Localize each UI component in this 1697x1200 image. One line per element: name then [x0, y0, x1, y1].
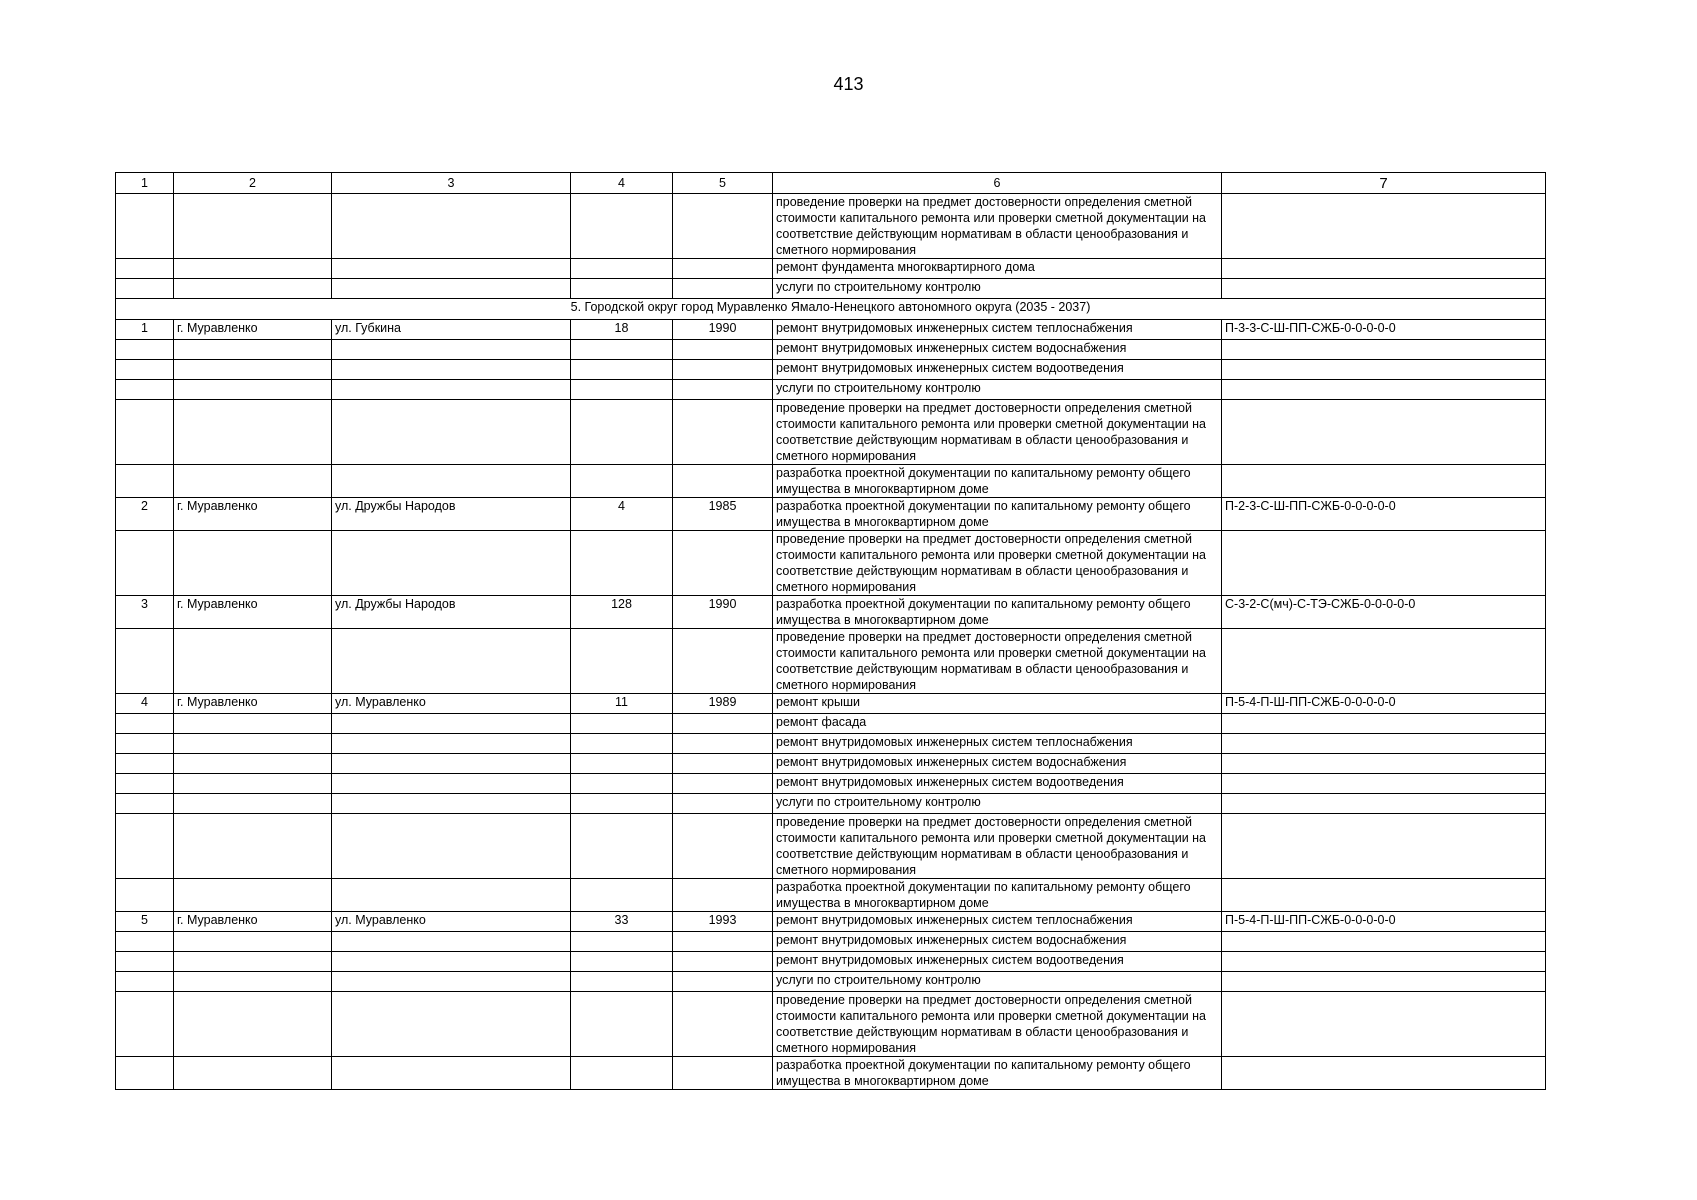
- street-cell: [332, 952, 571, 972]
- year-cell: [673, 531, 773, 596]
- city-cell: [174, 400, 332, 465]
- table-row: [116, 694, 1546, 714]
- city-cell: [174, 194, 332, 259]
- house-number-cell: [571, 360, 673, 380]
- work-type-cell: ремонт фундамента многоквартирного дома: [773, 259, 1222, 279]
- work-type-cell: разработка проектной документации по капитальному ремонту общего имущества в многоквартирном доме: [773, 465, 1222, 498]
- year-cell: [673, 380, 773, 400]
- city-cell: [174, 360, 332, 380]
- house-number-cell: [571, 400, 673, 465]
- house-number-cell: 11: [571, 694, 673, 714]
- table-row: [116, 320, 1546, 340]
- code-cell: [1222, 340, 1546, 360]
- table-row: [116, 596, 1546, 629]
- year-cell: [673, 972, 773, 992]
- work-type-cell: услуги по строительному контролю: [773, 380, 1222, 400]
- column-number: 1: [116, 173, 174, 194]
- year-cell: 1989: [673, 694, 773, 714]
- city-cell: [174, 1057, 332, 1090]
- work-type-cell: ремонт внутридомовых инженерных систем водоснабжения: [773, 932, 1222, 952]
- row-number: [116, 194, 174, 259]
- table-row: [116, 794, 1546, 814]
- year-cell: [673, 774, 773, 794]
- row-number: 3: [116, 596, 174, 629]
- table-row: [116, 774, 1546, 794]
- table-row: [116, 932, 1546, 952]
- code-cell: П-2-3-С-Ш-ПП-СЖБ-0-0-0-0-0: [1222, 498, 1546, 531]
- house-number-cell: [571, 629, 673, 694]
- year-cell: 1985: [673, 498, 773, 531]
- house-number-cell: 4: [571, 498, 673, 531]
- work-type-cell: ремонт внутридомовых инженерных систем водоотведения: [773, 360, 1222, 380]
- city-cell: г. Муравленко: [174, 320, 332, 340]
- year-cell: [673, 340, 773, 360]
- table-row: [116, 360, 1546, 380]
- table-row: [116, 972, 1546, 992]
- city-cell: [174, 814, 332, 879]
- row-number: [116, 465, 174, 498]
- city-cell: [174, 754, 332, 774]
- code-cell: С-3-2-С(мч)-С-ТЭ-СЖБ-0-0-0-0-0: [1222, 596, 1546, 629]
- code-cell: [1222, 932, 1546, 952]
- city-cell: [174, 992, 332, 1057]
- street-cell: [332, 714, 571, 734]
- city-cell: [174, 932, 332, 952]
- code-cell: [1222, 714, 1546, 734]
- table-row: [116, 259, 1546, 279]
- column-number: 2: [174, 173, 332, 194]
- table-row: [116, 734, 1546, 754]
- row-number: [116, 279, 174, 299]
- code-cell: [1222, 279, 1546, 299]
- house-number-cell: [571, 754, 673, 774]
- code-cell: [1222, 879, 1546, 912]
- code-cell: [1222, 465, 1546, 498]
- house-number-cell: [571, 992, 673, 1057]
- street-cell: ул. Дружбы Народов: [332, 498, 571, 531]
- work-type-cell: проведение проверки на предмет достоверности определения сметной стоимости капитального ремонта или проверки сметной документации на соответствие действующим нормативам в области ценообразования и сметного нормирования: [773, 629, 1222, 694]
- column-number: 7: [1222, 173, 1546, 194]
- street-cell: [332, 465, 571, 498]
- work-type-cell: проведение проверки на предмет достоверности определения сметной стоимости капитального ремонта или проверки сметной документации на соответствие действующим нормативам в области ценообразования и сметного нормирования: [773, 992, 1222, 1057]
- year-cell: 1990: [673, 596, 773, 629]
- column-number: 5: [673, 173, 773, 194]
- street-cell: [332, 279, 571, 299]
- section-title: 5. Городской округ город Муравленко Ямало-Ненецкого автономного округа (2035 - 2037): [116, 299, 1546, 320]
- row-number: [116, 952, 174, 972]
- row-number: [116, 794, 174, 814]
- house-number-cell: 18: [571, 320, 673, 340]
- code-cell: [1222, 794, 1546, 814]
- city-cell: [174, 879, 332, 912]
- house-number-cell: [571, 734, 673, 754]
- row-number: [116, 380, 174, 400]
- house-number-cell: [571, 714, 673, 734]
- city-cell: г. Муравленко: [174, 498, 332, 531]
- work-type-cell: услуги по строительному контролю: [773, 794, 1222, 814]
- work-type-cell: ремонт внутридомовых инженерных систем водоснабжения: [773, 754, 1222, 774]
- street-cell: [332, 400, 571, 465]
- row-number: [116, 360, 174, 380]
- code-cell: [1222, 952, 1546, 972]
- house-number-cell: [571, 380, 673, 400]
- row-number: [116, 992, 174, 1057]
- code-cell: [1222, 1057, 1546, 1090]
- work-type-cell: ремонт внутридомовых инженерных систем водоотведения: [773, 952, 1222, 972]
- work-type-cell: разработка проектной документации по капитальному ремонту общего имущества в многоквартирном доме: [773, 596, 1222, 629]
- street-cell: [332, 794, 571, 814]
- city-cell: г. Муравленко: [174, 694, 332, 714]
- code-cell: [1222, 972, 1546, 992]
- city-cell: [174, 774, 332, 794]
- street-cell: ул. Муравленко: [332, 912, 571, 932]
- row-number: [116, 932, 174, 952]
- street-cell: [332, 774, 571, 794]
- table-row: [116, 629, 1546, 694]
- house-number-cell: 128: [571, 596, 673, 629]
- row-number: 2: [116, 498, 174, 531]
- work-type-cell: проведение проверки на предмет достоверности определения сметной стоимости капитального ремонта или проверки сметной документации на соответствие действующим нормативам в области ценообразования и сметного нормирования: [773, 531, 1222, 596]
- year-cell: [673, 794, 773, 814]
- code-cell: [1222, 400, 1546, 465]
- year-cell: [673, 754, 773, 774]
- work-type-cell: услуги по строительному контролю: [773, 972, 1222, 992]
- street-cell: [332, 992, 571, 1057]
- street-cell: [332, 360, 571, 380]
- street-cell: ул. Дружбы Народов: [332, 596, 571, 629]
- code-cell: [1222, 734, 1546, 754]
- street-cell: ул. Губкина: [332, 320, 571, 340]
- city-cell: [174, 952, 332, 972]
- table-row: [116, 814, 1546, 879]
- house-number-cell: [571, 932, 673, 952]
- code-cell: [1222, 194, 1546, 259]
- table-row: [116, 194, 1546, 259]
- column-number: 3: [332, 173, 571, 194]
- row-number: 5: [116, 912, 174, 932]
- street-cell: [332, 754, 571, 774]
- table-row: [116, 465, 1546, 498]
- table-row: [116, 400, 1546, 465]
- house-number-cell: [571, 1057, 673, 1090]
- city-cell: г. Муравленко: [174, 596, 332, 629]
- table-row: [116, 912, 1546, 932]
- house-number-cell: [571, 972, 673, 992]
- year-cell: [673, 952, 773, 972]
- table-row: [116, 380, 1546, 400]
- city-cell: [174, 259, 332, 279]
- table-row: [116, 498, 1546, 531]
- table-row: [116, 279, 1546, 299]
- work-type-cell: проведение проверки на предмет достоверности определения сметной стоимости капитального ремонта или проверки сметной документации на соответствие действующим нормативам в области ценообразования и сметного нормирования: [773, 194, 1222, 259]
- table-row: [116, 1057, 1546, 1090]
- row-number: [116, 629, 174, 694]
- city-cell: [174, 714, 332, 734]
- year-cell: 1990: [673, 320, 773, 340]
- row-number: [116, 734, 174, 754]
- row-number: [116, 340, 174, 360]
- work-type-cell: ремонт внутридомовых инженерных систем теплоснабжения: [773, 320, 1222, 340]
- work-type-cell: ремонт внутридомовых инженерных систем водоснабжения: [773, 340, 1222, 360]
- year-cell: [673, 879, 773, 912]
- section-row: [116, 299, 1546, 320]
- code-cell: [1222, 992, 1546, 1057]
- year-cell: [673, 629, 773, 694]
- row-number: 4: [116, 694, 174, 714]
- work-type-cell: услуги по строительному контролю: [773, 279, 1222, 299]
- year-cell: [673, 360, 773, 380]
- work-type-cell: ремонт внутридомовых инженерных систем теплоснабжения: [773, 912, 1222, 932]
- table-row: [116, 952, 1546, 972]
- year-cell: [673, 734, 773, 754]
- row-number: [116, 972, 174, 992]
- row-number: [116, 531, 174, 596]
- street-cell: [332, 340, 571, 360]
- house-number-cell: [571, 279, 673, 299]
- code-cell: П-5-4-П-Ш-ПП-СЖБ-0-0-0-0-0: [1222, 694, 1546, 714]
- code-cell: [1222, 259, 1546, 279]
- street-cell: [332, 194, 571, 259]
- year-cell: [673, 465, 773, 498]
- house-number-cell: [571, 259, 673, 279]
- work-type-cell: ремонт внутридомовых инженерных систем теплоснабжения: [773, 734, 1222, 754]
- code-cell: [1222, 380, 1546, 400]
- street-cell: [332, 629, 571, 694]
- work-type-cell: разработка проектной документации по капитальному ремонту общего имущества в многоквартирном доме: [773, 879, 1222, 912]
- table-row: [116, 879, 1546, 912]
- row-number: [116, 400, 174, 465]
- house-number-cell: [571, 952, 673, 972]
- house-number-cell: [571, 794, 673, 814]
- house-number-cell: [571, 194, 673, 259]
- work-type-cell: ремонт крыши: [773, 694, 1222, 714]
- code-cell: [1222, 531, 1546, 596]
- street-cell: [332, 380, 571, 400]
- street-cell: [332, 531, 571, 596]
- code-cell: П-3-3-С-Ш-ПП-СЖБ-0-0-0-0-0: [1222, 320, 1546, 340]
- year-cell: [673, 714, 773, 734]
- year-cell: [673, 814, 773, 879]
- street-cell: [332, 972, 571, 992]
- row-number: [116, 754, 174, 774]
- column-number: 6: [773, 173, 1222, 194]
- code-cell: [1222, 774, 1546, 794]
- work-type-cell: ремонт фасада: [773, 714, 1222, 734]
- year-cell: [673, 400, 773, 465]
- street-cell: [332, 734, 571, 754]
- code-cell: [1222, 360, 1546, 380]
- year-cell: [673, 194, 773, 259]
- city-cell: [174, 734, 332, 754]
- city-cell: [174, 465, 332, 498]
- work-type-cell: разработка проектной документации по капитальному ремонту общего имущества в многоквартирном доме: [773, 498, 1222, 531]
- house-number-cell: [571, 465, 673, 498]
- city-cell: [174, 629, 332, 694]
- table-row: [116, 992, 1546, 1057]
- work-type-cell: проведение проверки на предмет достоверности определения сметной стоимости капитального ремонта или проверки сметной документации на соответствие действующим нормативам в области ценообразования и сметного нормирования: [773, 400, 1222, 465]
- row-number: [116, 774, 174, 794]
- work-type-cell: проведение проверки на предмет достоверности определения сметной стоимости капитального ремонта или проверки сметной документации на соответствие действующим нормативам в области ценообразования и сметного нормирования: [773, 814, 1222, 879]
- year-cell: [673, 279, 773, 299]
- city-cell: г. Муравленко: [174, 912, 332, 932]
- code-cell: [1222, 754, 1546, 774]
- city-cell: [174, 794, 332, 814]
- street-cell: [332, 259, 571, 279]
- city-cell: [174, 380, 332, 400]
- year-cell: [673, 992, 773, 1057]
- row-number: [116, 1057, 174, 1090]
- street-cell: [332, 1057, 571, 1090]
- row-number: [116, 814, 174, 879]
- house-number-cell: [571, 340, 673, 360]
- house-number-cell: 33: [571, 912, 673, 932]
- city-cell: [174, 972, 332, 992]
- city-cell: [174, 279, 332, 299]
- year-cell: 1993: [673, 912, 773, 932]
- house-number-cell: [571, 879, 673, 912]
- table-row: [116, 531, 1546, 596]
- work-type-cell: ремонт внутридомовых инженерных систем водоотведения: [773, 774, 1222, 794]
- work-type-cell: разработка проектной документации по капитальному ремонту общего имущества в многоквартирном доме: [773, 1057, 1222, 1090]
- house-number-cell: [571, 531, 673, 596]
- row-number: [116, 259, 174, 279]
- table-row: [116, 340, 1546, 360]
- street-cell: [332, 814, 571, 879]
- page-number: 413: [833, 74, 864, 94]
- column-number: 4: [571, 173, 673, 194]
- column-number-row: [116, 173, 1546, 194]
- street-cell: ул. Муравленко: [332, 694, 571, 714]
- house-number-cell: [571, 814, 673, 879]
- code-cell: [1222, 814, 1546, 879]
- code-cell: [1222, 629, 1546, 694]
- house-number-cell: [571, 774, 673, 794]
- year-cell: [673, 932, 773, 952]
- table-row: [116, 754, 1546, 774]
- street-cell: [332, 932, 571, 952]
- repair-schedule-table: [115, 172, 1546, 1090]
- row-number: [116, 714, 174, 734]
- year-cell: [673, 259, 773, 279]
- row-number: [116, 879, 174, 912]
- table-row: [116, 714, 1546, 734]
- city-cell: [174, 340, 332, 360]
- code-cell: П-5-4-П-Ш-ПП-СЖБ-0-0-0-0-0: [1222, 912, 1546, 932]
- city-cell: [174, 531, 332, 596]
- year-cell: [673, 1057, 773, 1090]
- row-number: 1: [116, 320, 174, 340]
- street-cell: [332, 879, 571, 912]
